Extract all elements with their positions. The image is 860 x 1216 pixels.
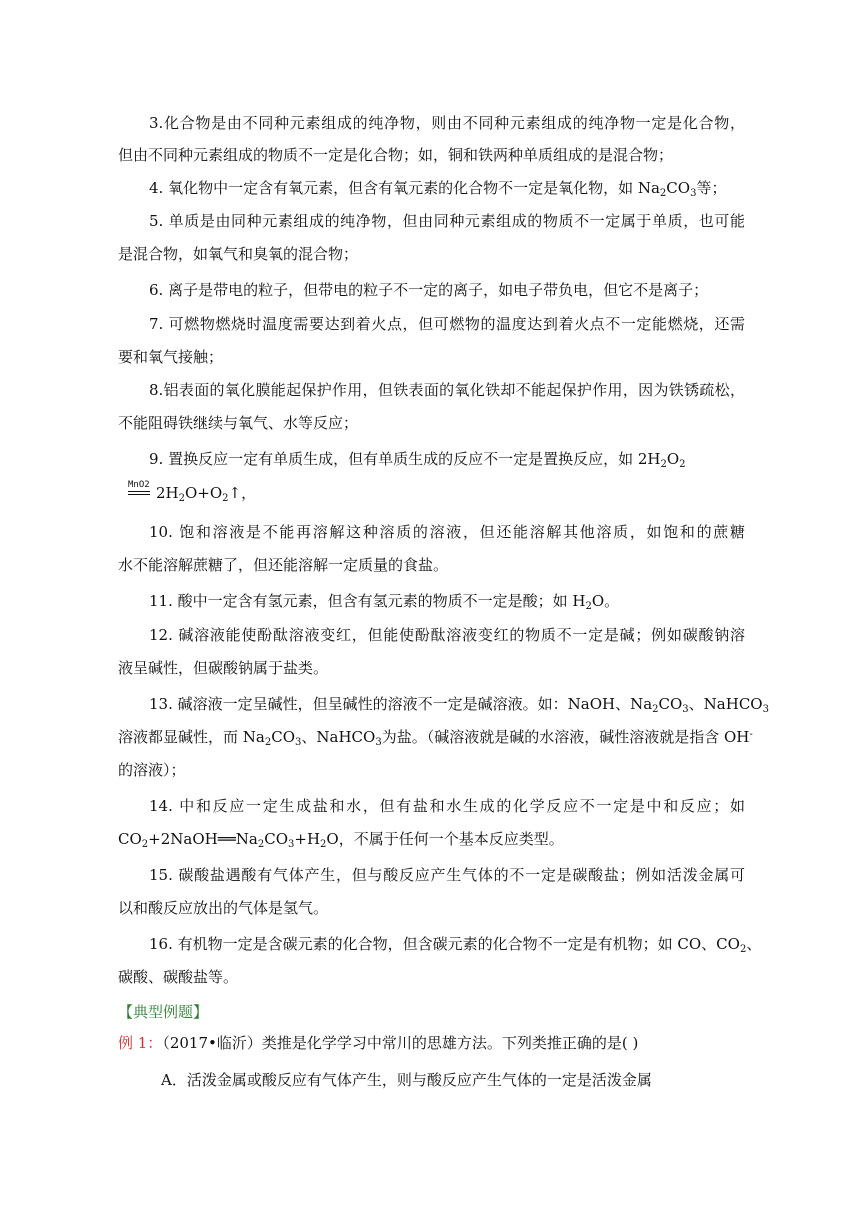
- catalyst-equals-sign: [128, 480, 150, 495]
- item-8-line-2: 不能阻碍铁继续与氧气、水等反应；: [118, 414, 359, 432]
- item-10-line-2: 水不能溶解蔗糖了，但还能溶解一定质量的食盐。: [118, 556, 449, 574]
- item-13-line-3: 的溶液）；: [118, 761, 186, 779]
- example-1-option-a: A．活泼金属或酸反应有气体产生，则与酸反应产生气体的一定是活泼金属: [161, 1071, 652, 1089]
- item-8-line-1: 8.铝表面的氧化膜能起保护作用，但铁表面的氧化铁却不能起保护作用，因为铁锈疏松，: [149, 381, 745, 399]
- item-4: 4. 氧化物中一定含有氧元素，但含有氧元素的化合物不一定是氧化物，如 $Na_2CO_3$等；: [149, 179, 727, 199]
- item-15-line-1: 15. 碳酸盐遇酸有气体产生，但与酸反应产生气体的不一定是碳酸盐；例如活泼金属可: [149, 866, 745, 884]
- item-11: 11. 酸中一定含有氢元素，但含有氢元素的物质不一定是酸；如 $H_2O$。: [149, 592, 620, 612]
- item-9-line-1: 9. 置换反应一定有单质生成，但有单质生成的反应不一定是置换反应，如 $2H_2O_2$: [149, 450, 686, 470]
- item-3-line-2: 但由不同种元素组成的物质不一定是化合物；如，铜和铁两种单质组成的是混合物；: [118, 146, 674, 164]
- item-15-line-2: 以和酸反应放出的气体是氢气。: [118, 899, 329, 917]
- item-7-line-2: 要和氧气接触；: [118, 348, 224, 366]
- item-13-line-1: 13. 碱溶液一定呈碱性，但呈碱性的溶液不一定是碱溶液。如：NaOH、$Na_2CO_3$、NaHCO$_3$: [149, 695, 769, 715]
- item-7-line-1: 7. 可燃物燃烧时温度需要达到着火点，但可燃物的温度达到着火点不一定能燃烧，还需: [149, 315, 745, 333]
- example-label: 例 1：: [118, 1034, 163, 1052]
- item-14-line-2: $CO_2+2NaOH══Na_2CO_3+H_2O$，不属于任何一个基本反应类型。: [118, 830, 564, 850]
- item-16-line-1: 16. 有机物一定是含碳元素的化合物，但含碳元素的化合物不一定是有机物；如 CO、$CO_2$、: [149, 935, 762, 955]
- example-1-stem: 例 1：（2017•临沂）类推是化学学习中常川的思雄方法。下列类推正确的是( ): [118, 1034, 639, 1052]
- item-14-line-1: 14. 中和反应一定生成盐和水，但有盐和水生成的化学反应不一定是中和反应；如: [149, 797, 745, 815]
- item-5-line-1: 5. 单质是由同种元素组成的纯净物，但由同种元素组成的物质不一定属于单质，也可能: [149, 212, 745, 230]
- item-3-line-1: 3.化合物是由不同种元素组成的纯净物，则由不同种元素组成的纯净物一定是化合物，: [149, 114, 745, 132]
- item-10-line-1: 10. 饱和溶液是不能再溶解这种溶质的溶液，但还能溶解其他溶质，如饱和的蔗糖: [149, 523, 745, 541]
- item-5-line-2: 是混合物，如氧气和臭氧的混合物；: [118, 245, 359, 263]
- item-9-line-2: $2H_2O+O_2↑$，: [156, 484, 257, 504]
- item-16-line-2: 碳酸、碳酸盐等。: [118, 968, 239, 986]
- item-12-line-1: 12. 碱溶液能使酚酞溶液变红，但能使酚酞溶液变红的物质不一定是碱；例如碳酸钠溶: [149, 626, 745, 644]
- item-13-line-2: 溶液都显碱性，而 $Na_2CO_3$、NaHCO$_3$为盐。（碱溶液就是碱的水溶液，碱性溶液就是指含 OH-: [118, 728, 753, 748]
- item-12-line-2: 液呈碱性，但碳酸钠属于盐类。: [118, 659, 329, 677]
- section-heading: 【典型例题】: [118, 1003, 209, 1021]
- item-6: 6. 离子是带电的粒子，但带电的粒子不一定的离子，如电子带负电，但它不是离子；: [149, 281, 709, 299]
- catalyst-label: MnO2: [128, 480, 150, 490]
